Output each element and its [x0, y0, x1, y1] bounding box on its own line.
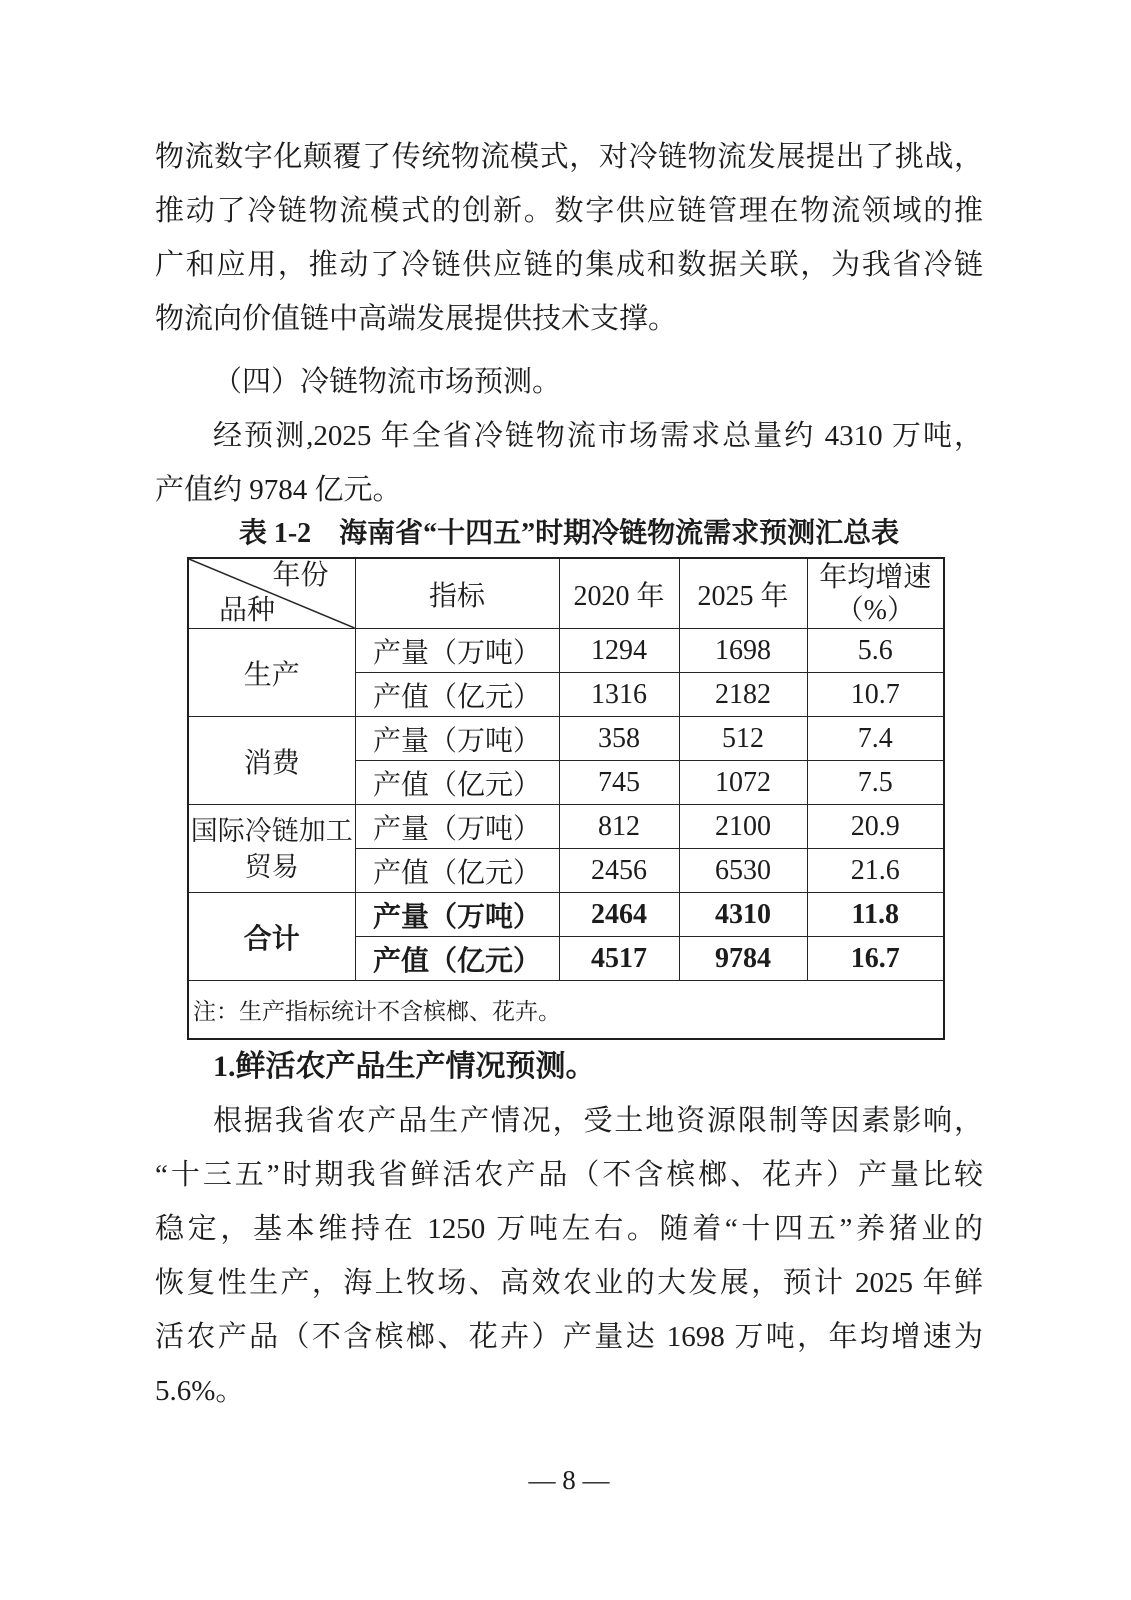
column-header-2020: 2020 年 [559, 558, 679, 629]
column-header-indicator: 指标 [355, 558, 559, 629]
value-2020: 2464 [559, 893, 679, 937]
column-header-2025: 2025 年 [679, 558, 807, 629]
text-line: 1.鲜活农产品生产情况预测。 [213, 1050, 596, 1083]
text-line: 物流数字化颠覆了传统物流模式，对冷链物流发展提出了挑战， [155, 141, 983, 173]
text-line: 根据我省农产品生产情况，受土地资源限制等因素影响， [213, 1105, 983, 1137]
indicator-cell: 产值（亿元） [355, 937, 559, 981]
value-2025: 512 [679, 717, 807, 761]
section-1-heading [155, 1040, 983, 1094]
text-line: “十三五”时期我省鲜活农产品（不含槟榔、花卉）产量比较 [155, 1159, 983, 1191]
text-line: 5.6%。 [155, 1375, 245, 1407]
text-line: 活农产品（不含槟榔、花卉）产量达 1698 万吨，年均增速为 [155, 1321, 983, 1353]
value-growth: 16.7 [807, 937, 944, 981]
corner-label-category: 品种 [219, 595, 276, 626]
category-cell-production: 生产 [188, 629, 355, 717]
value-2020: 358 [559, 717, 679, 761]
section-4-heading [155, 355, 983, 409]
table-title: 表 1-2 海南省“十四五”时期冷链物流需求预测汇总表 [238, 518, 900, 549]
demand-forecast-table [187, 557, 945, 1040]
paragraph-production-forecast [155, 1094, 983, 1418]
corner-label-year: 年份 [272, 560, 329, 591]
value-2025: 1072 [679, 761, 807, 805]
value-2025: 2182 [679, 673, 807, 717]
indicator-cell: 产量（万吨） [355, 805, 559, 849]
text-line: 恢复性生产，海上牧场、高效农业的大发展，预计 2025 年鲜 [155, 1267, 983, 1299]
indicator-cell: 产量（万吨） [355, 717, 559, 761]
paragraph-digital-logistics [155, 130, 983, 346]
column-header-growth [807, 558, 944, 629]
indicator-cell: 产值（亿元） [355, 761, 559, 805]
value-2025: 1698 [679, 629, 807, 673]
category-cell-intl-trade: 国际冷链加工贸易 [188, 805, 355, 893]
text-line: 广和应用，推动了冷链供应链的集成和数据关联，为我省冷链 [155, 249, 983, 281]
indicator-cell: 产量（万吨） [355, 893, 559, 937]
value-2025: 4310 [679, 893, 807, 937]
table-note: 注：生产指标统计不含槟榔、花卉。 [188, 981, 944, 1040]
indicator-cell: 产值（亿元） [355, 673, 559, 717]
value-2025: 6530 [679, 849, 807, 893]
value-2020: 745 [559, 761, 679, 805]
category-cell-consumption: 消费 [188, 717, 355, 805]
text-line: 推动了冷链物流模式的创新。数字供应链管理在物流领域的推 [155, 195, 983, 227]
table-row [188, 717, 944, 761]
text-line: 稳定，基本维持在 1250 万吨左右。随着“十四五”养猪业的 [155, 1213, 983, 1245]
paragraph-forecast-summary [155, 409, 983, 517]
growth-header-line1: 年均增速 [819, 561, 932, 593]
value-2020: 1316 [559, 673, 679, 717]
table-header-row [188, 558, 944, 629]
value-growth: 20.9 [807, 805, 944, 849]
text-line: 物流向价值链中高端发展提供技术支撑。 [155, 303, 678, 335]
corner-cell [188, 558, 355, 629]
table-row [188, 629, 944, 673]
value-2020: 812 [559, 805, 679, 849]
table-row-total [188, 893, 944, 937]
growth-header-line2: （%） [835, 594, 915, 626]
value-growth: 10.7 [807, 673, 944, 717]
value-2020: 2456 [559, 849, 679, 893]
value-2025: 9784 [679, 937, 807, 981]
value-2025: 2100 [679, 805, 807, 849]
value-growth: 21.6 [807, 849, 944, 893]
text-line: （四）冷链物流市场预测。 [213, 366, 562, 398]
text-line: 产值约 9784 亿元。 [155, 474, 402, 506]
value-growth: 5.6 [807, 629, 944, 673]
value-2020: 1294 [559, 629, 679, 673]
table-note-row [188, 981, 944, 1040]
indicator-cell: 产量（万吨） [355, 629, 559, 673]
value-2020: 4517 [559, 937, 679, 981]
value-growth: 7.4 [807, 717, 944, 761]
page-number: — 8 — [528, 1465, 610, 1495]
indicator-cell: 产值（亿元） [355, 849, 559, 893]
category-cell-total: 合计 [188, 893, 355, 981]
value-growth: 7.5 [807, 761, 944, 805]
value-growth: 11.8 [807, 893, 944, 937]
table-row [188, 805, 944, 849]
text-line: 经预测,2025 年全省冷链物流市场需求总量约 4310 万吨， [213, 420, 983, 452]
